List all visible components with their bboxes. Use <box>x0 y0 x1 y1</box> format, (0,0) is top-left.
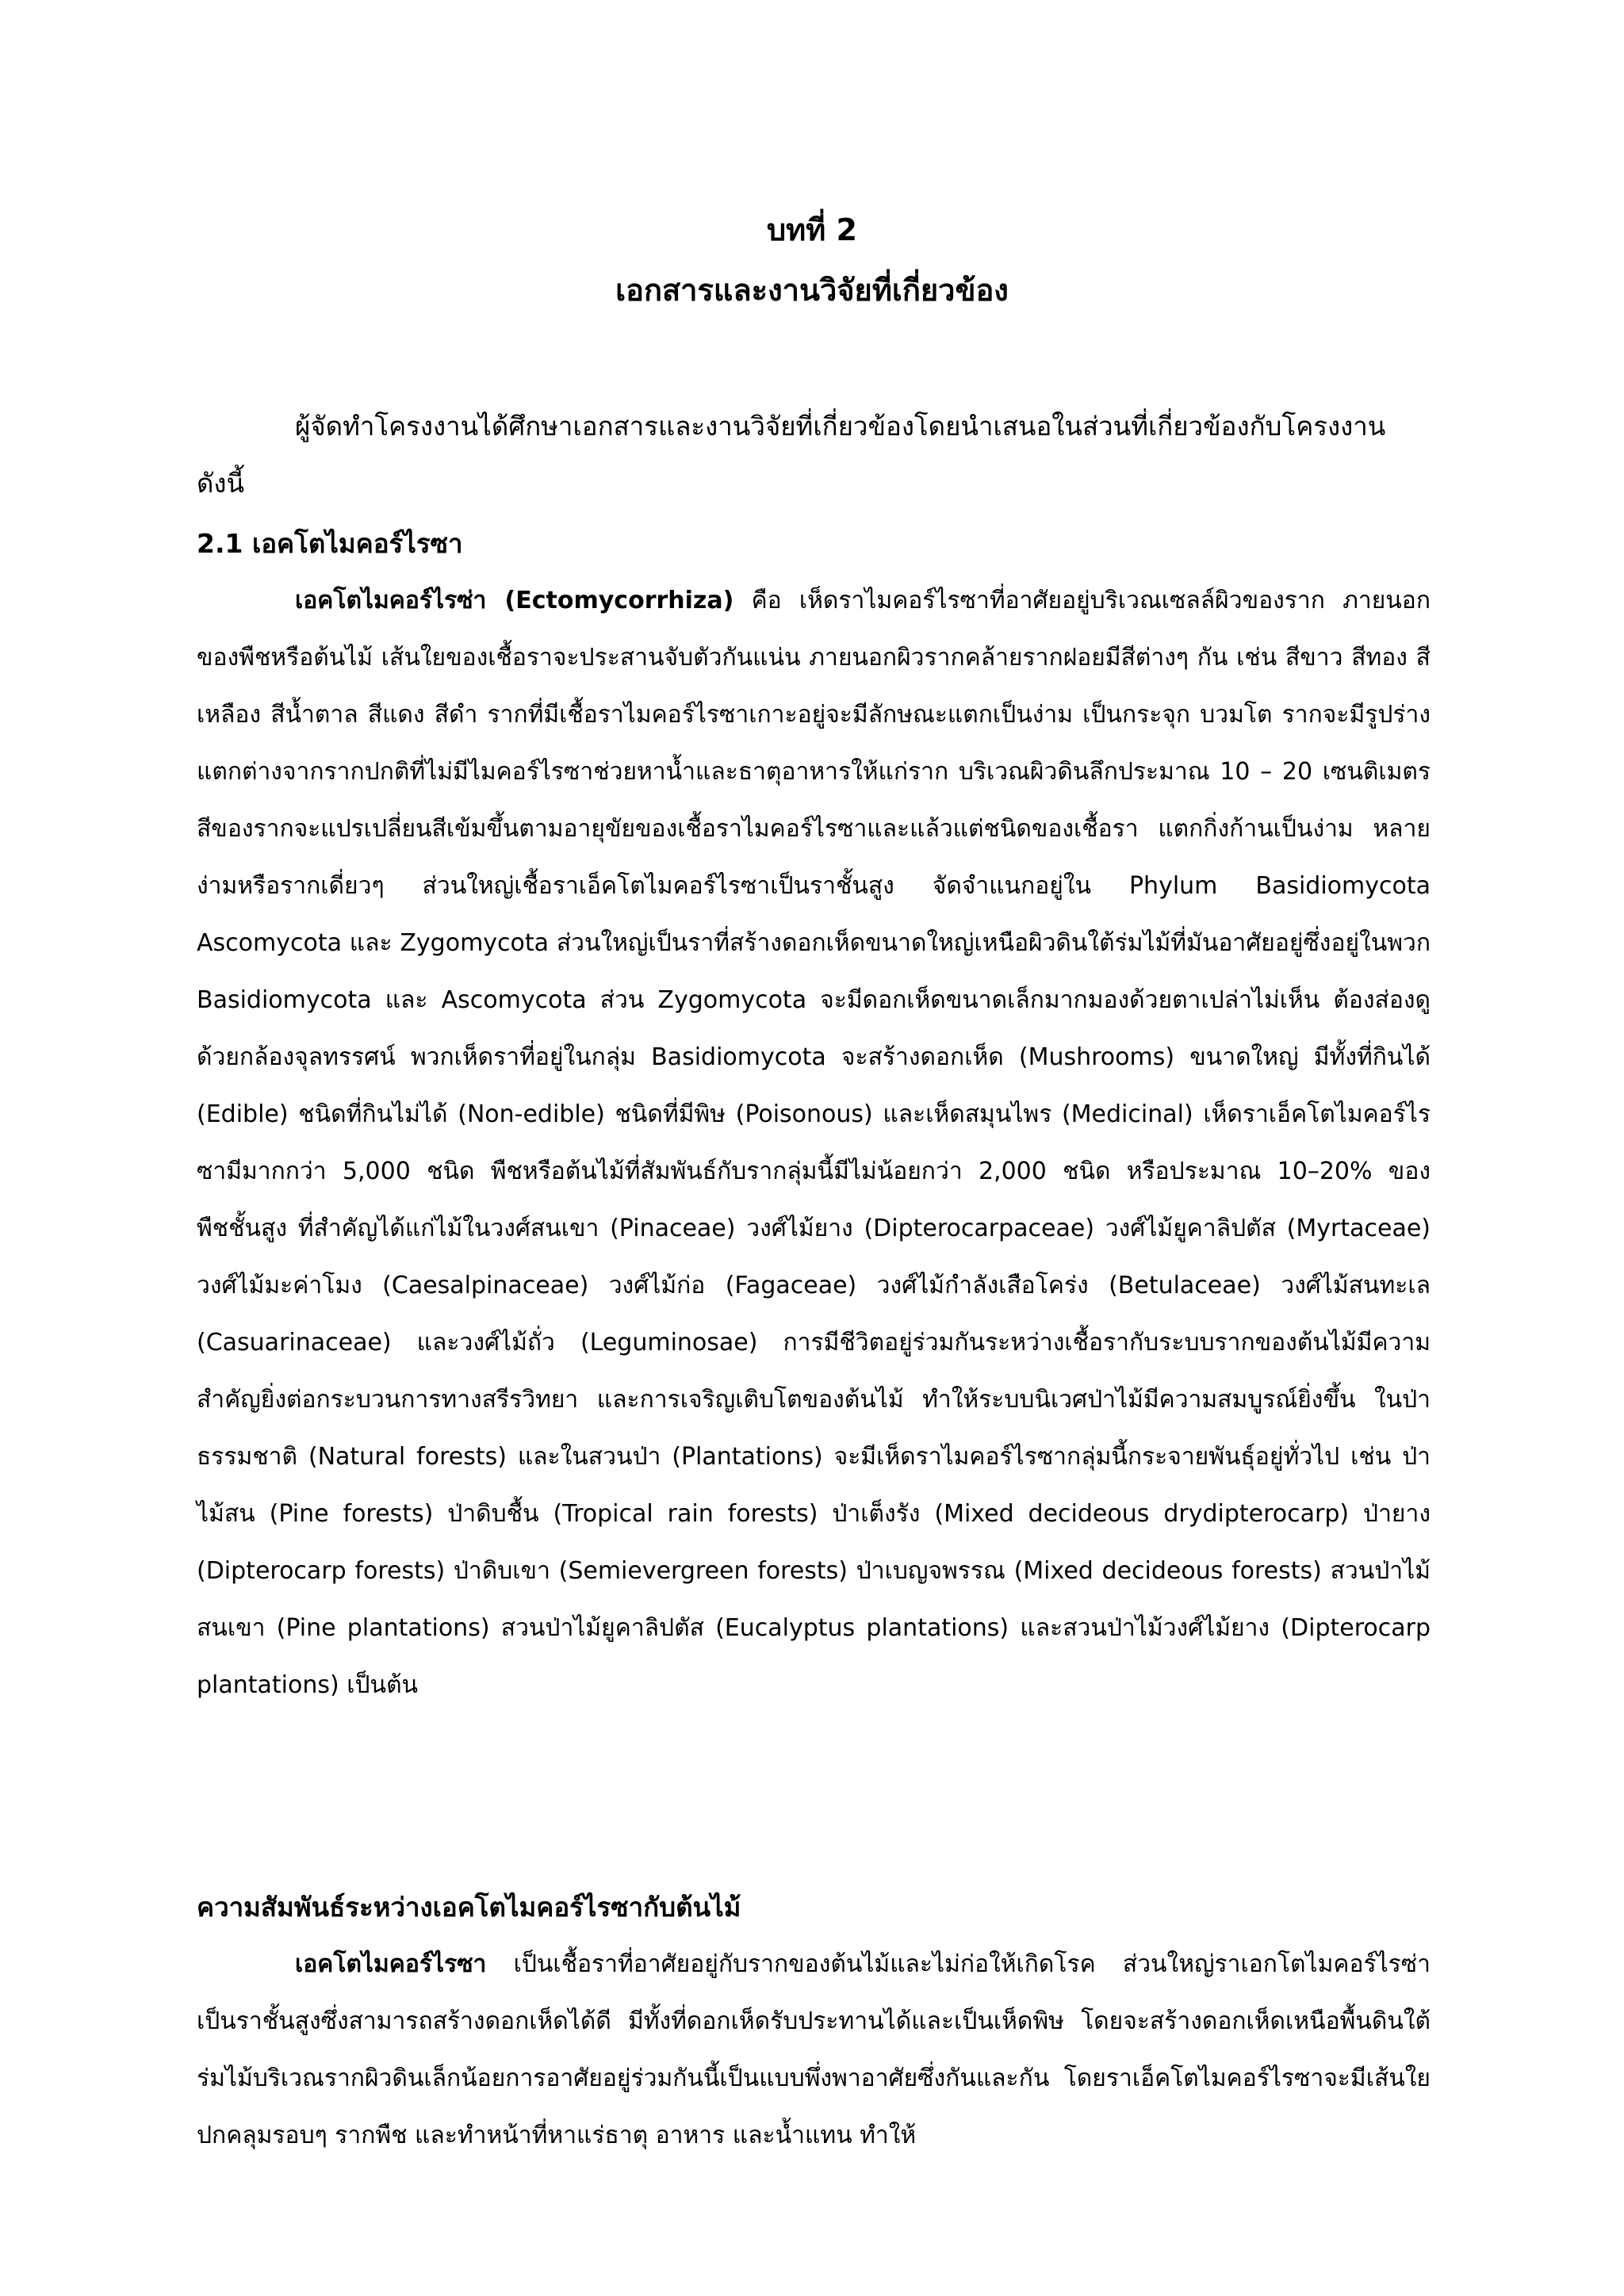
section-heading-ectomycorrhiza: 2.1 เอคโตไมคอร์ไรซา <box>197 528 463 559</box>
ectomycorrhiza-definition-paragraph <box>197 572 1431 1714</box>
lead-term-ectomycorrhiza-2: เอคโตไมคอร์ไรซา <box>295 1950 487 1978</box>
chapter-title: เอกสารและงานวิจัยที่เกี่ยวข้อง <box>615 273 1009 308</box>
lead-term-ectomycorrhiza: เอคโตไมคอร์ไรซ่า (Ectomycorrhiza) <box>295 587 734 614</box>
chapter-number: บทที่ 2 <box>767 212 857 247</box>
paragraph-body-text: คือ เห็ดราไมคอร์ไรซาที่อาศัยอยู่บริเวณเซลล์ผิวของราก ภายนอกของพืชหรือต้นไม้ เส้นใยของเชื้อราจะประสานจับตัวกันแน่น ภายนอกผิวรากคล้ายรากฝอยมีสีต่างๆ กัน เช่น สีขาว สีทอง สีเหลือง สีน้ำตาล สีแดง สีดำ รากที่มีเชื้อราไมคอร์ไรซาเกาะอยู่จะมีลักษณะแตกเป็นง่าม เป็นกระจุก บวมโต รากจะมีรูปร่างแตกต่างจากรากปกติที่ไม่มีไมคอร์ไรซาช่วยหาน้ำและธาตุอาหารให้แก่ราก บริเวณผิวดินลึกประมาณ 10 – 20 เซนติเมตร สีของรากจะแปรเปลี่ยนสีเข้มขึ้นตามอายุขัยของเชื้อราไมคอร์ไรซาและแล้วแต่ชนิดของเชื้อรา แตกกิ่งก้านเป็นง่าม หลายง่ามหรือรากเดี่ยวๆ ส่วนใหญ่เชื้อราเอ็คโตไมคอร์ไรซาเป็นราชั้นสูง จัดจำแนกอยู่ใน Phylum Basidiomycota Ascomycota และ Zygomycota ส่วนใหญ่เป็นราที่สร้างดอกเห็ดขนาดใหญ่เหนือผิวดินใต้ร่มไม้ที่มันอาศัยอยู่ซึ่งอยู่ในพวก Basidiomycota และ Ascomycota ส่วน Zygomycota จะมีดอกเห็ดขนาดเล็กมากมองด้วยตาเปล่าไม่เห็น ต้องส่องดูด้วยกล้องจุลทรรศน์ พวกเห็ดราที่อยู่ในกลุ่ม Basidiomycota จะสร้างดอกเห็ด (Mushrooms) ขนาดใหญ่ มีทั้งที่กินได้ (Edible) ชนิดที่กินไม่ได้ (Non-edible) ชนิดที่มีพิษ (Poisonous) และเห็ดสมุนไพร (Medicinal) เห็ดราเอ็คโตไมคอร์ไรซามีมากกว่า 5,000 ชนิด พืชหรือต้นไม้ที่สัมพันธ์กับรากลุ่มนี้มีไม่น้อยกว่า 2,000 ชนิด หรือประมาณ 10–20% ของพืชชั้นสูง ที่สำคัญได้แก่ไม้ในวงศ์สนเขา (Pinaceae) วงศ์ไม้ยาง (Dipterocarpaceae) วงศ์ไม้ยูคาลิปตัส (Myrtaceae) วงศ์ไม้มะค่าโมง (Caesalpinaceae) วงศ์ไม้ก่อ (Fagaceae) วงศ์ไม้กำลังเสือโคร่ง (Betulaceae) วงศ์ไม้สนทะเล (Casuarinaceae) และวงศ์ไม้ถั่ว (Leguminosae) การมีชีวิตอยู่ร่วมกันระหว่างเชื้อรากับระบบรากของต้นไม้มีความสำคัญยิ่งต่อกระบวนการทางสรีรวิทยา และการเจริญเติบโตของต้นไม้ ทำให้ระบบนิเวศป่าไม้มีความสมบูรณ์ยิ่งขึ้น ในป่าธรรมชาติ (Natural forests) และในสวนป่า (Plantations) จะมีเห็ดราไมคอร์ไรซากลุ่มนี้กระจายพันธุ์อยู่ทั่วไป เช่น ป่าไม้สน (Pine forests) ป่าดิบชื้น (Tropical rain forests) ป่าเต็งรัง (Mixed decideous drydipterocarp) ป่ายาง (Dipterocarp forests) ป่าดิบเขา (Semievergreen forests) ป่าเบญจพรรณ (Mixed decideous forests) สวนป่าไม้สนเขา (Pine plantations) สวนป่าไม้ยูคาลิปตัส (Eucalyptus plantations) และสวนป่าไม้วงศ์ไม้ยาง (Dipterocarp plantations) เป็นต้น <box>197 587 1431 1699</box>
subsection-heading-tree-relationship: ความสัมพันธ์ระหว่างเอคโตไมคอร์ไรซากับต้นไม้ <box>197 1892 741 1923</box>
intro-paragraph: ผู้จัดทำโครงงานได้ศึกษาเอกสารและงานวิจัยที่เกี่ยวข้องโดยนำเสนอในส่วนที่เกี่ยวข้องกับโครงงาน ดังนี้ <box>197 411 1386 499</box>
paragraph-body-text-2: เป็นเชื้อราที่อาศัยอยู่กับรากของต้นไม้และไม่ก่อให้เกิดโรค ส่วนใหญ่ราเอกโตไมคอร์ไรซ่าเป็นราชั้นสูงซึ่งสามารถสร้างดอกเห็ดได้ดี มีทั้งที่ดอกเห็ดรับประทานได้และเป็นเห็ดพิษ โดยจะสร้างดอกเห็ดเหนือพื้นดินใต้ร่มไม้บริเวณรากผิวดินเล็กน้อยการอาศัยอยู่ร่วมกันนี้เป็นแบบพึ่งพาอาศัยซึ่งกันและกัน โดยราเอ็คโตไมคอร์ไรซาจะมีเส้นใยปกคลุมรอบๆ รากพืช และทำหน้าที่หาแร่ธาตุ อาหาร และน้ำแทน ทำให้ <box>197 1950 1431 2149</box>
tree-relationship-paragraph <box>197 1936 1431 2164</box>
